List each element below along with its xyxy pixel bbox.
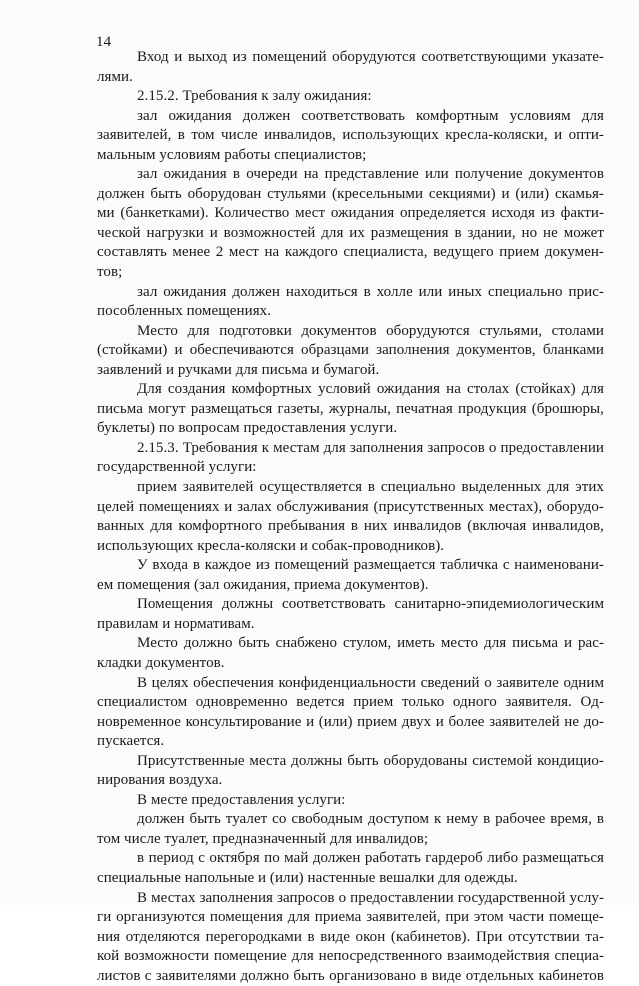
text-line: (стойками) и обеспечиваются образцами заполнения документов, бланками bbox=[97, 342, 604, 359]
text-line: Вход и выход из помещений оборудуются соответствующими указате- bbox=[137, 49, 604, 65]
text-line: ния отделяются перегородками в виде окон (кабинетов). При отсутствии та- bbox=[97, 928, 604, 945]
text-line: Место должно быть снабжено стулом, иметь место для письма и рас- bbox=[137, 635, 604, 652]
text-line: специалистом одновременно ведется прием только одного заявителя. Од- bbox=[97, 694, 604, 711]
text-line: зал ожидания в очереди на представление или получение документов bbox=[137, 166, 604, 183]
text-line: специальные напольные и (или) настенные вешалки для одежды. bbox=[97, 869, 518, 886]
text-line: пособленных помещениях. bbox=[97, 303, 272, 320]
text-line: У входа в каждое из помещений размещается табличка с наименовани- bbox=[137, 557, 604, 574]
text-line: зал ожидания должен соответствовать комфортным условиям для bbox=[137, 107, 604, 124]
text-line: составлять менее 2 мест на каждого специалиста, ведущего прием докумен- bbox=[97, 244, 604, 261]
text-line: заявлений и ручками для письма и бумагой. bbox=[97, 361, 380, 378]
text-line: том числе туалет, предназначенный для инвалидов; bbox=[97, 830, 429, 847]
text-line: буклеты) по вопросам предоставления услуги. bbox=[97, 420, 398, 437]
text-line: ги организуются помещения для приема заявителей, при этом части помеще- bbox=[97, 909, 604, 926]
text-line: листов с заявителями должно быть организовано в виде отдельных кабинетов bbox=[97, 967, 604, 984]
text-line: кладки документов. bbox=[97, 654, 225, 671]
text-line: мальным условиям работы специалистов; bbox=[97, 146, 367, 163]
text-line: государственной услуги: bbox=[97, 459, 257, 476]
text-line: прием заявителей осуществляется в специально выделенных для этих bbox=[137, 479, 604, 496]
text-line: лями. bbox=[97, 68, 133, 85]
text-line: ем помещения (зал ожидания, приема документов). bbox=[97, 576, 429, 593]
text-line: использующих кресла-коляски и собак-проводников). bbox=[97, 537, 445, 554]
text-line: В местах заполнения запросов о предоставлении государственной услу- bbox=[137, 889, 604, 906]
text-line: в период с октября по май должен работать гардероб либо размещаться bbox=[137, 850, 604, 867]
text-line: правилам и нормативам. bbox=[97, 615, 255, 632]
text-line: целей помещениях и залах обслуживания (присутственных местах), оборудо- bbox=[97, 498, 604, 515]
page-number: 14 bbox=[96, 34, 112, 50]
text-line: 2.15.2. Требования к залу ожидания: bbox=[137, 88, 372, 105]
text-line: заявителей, в том числе инвалидов, использующих кресла-коляски, и опти- bbox=[97, 127, 604, 144]
text-line: новременное консультирование и (или) прием двух и более заявителей не до- bbox=[97, 713, 604, 730]
text-line: тов; bbox=[97, 264, 123, 281]
text-line: ческой нагрузки и возможностей для их размещения в здании, но не может bbox=[97, 224, 604, 241]
text-line: Присутственные места должны быть оборудованы системой кондицио- bbox=[137, 752, 604, 769]
text-line: В месте предоставления услуги: bbox=[137, 791, 346, 808]
text-line: В целях обеспечения конфиденциальности сведений о заявителе одним bbox=[137, 674, 604, 691]
text-line: Помещения должны соответствовать санитарно-эпидемиологическим bbox=[137, 596, 604, 613]
text-line: Место для подготовки документов оборудуются стульями, столами bbox=[137, 322, 604, 339]
text-line: должен быть туалет со свободным доступом к нему в рабочее время, в bbox=[137, 811, 604, 828]
text-line: ванных для комфортного пребывания в них инвалидов (включая инвалидов, bbox=[97, 518, 604, 535]
text-line: пускается. bbox=[97, 733, 165, 750]
text-line: нирования воздуха. bbox=[97, 772, 223, 789]
text-line: ми (банкетками). Количество мест ожидания определяется исходя из факти- bbox=[97, 205, 604, 222]
text-line: кой возможности помещение для непосредственного взаимодействия специа- bbox=[97, 948, 604, 965]
text-line: зал ожидания должен находиться в холле или иных специально прис- bbox=[137, 283, 604, 300]
text-line: 2.15.3. Требования к местам для заполнения запросов о предоставлении bbox=[137, 439, 604, 456]
text-line: письма могут размещаться газеты, журналы, печатная продукция (брошюры, bbox=[97, 400, 604, 417]
text-line: должен быть оборудован стульями (кресельными секциями) и (или) скамья- bbox=[97, 185, 604, 202]
text-line: Для создания комфортных условий ожидания на столах (стойках) для bbox=[137, 381, 604, 398]
document-text bbox=[97, 48, 604, 986]
